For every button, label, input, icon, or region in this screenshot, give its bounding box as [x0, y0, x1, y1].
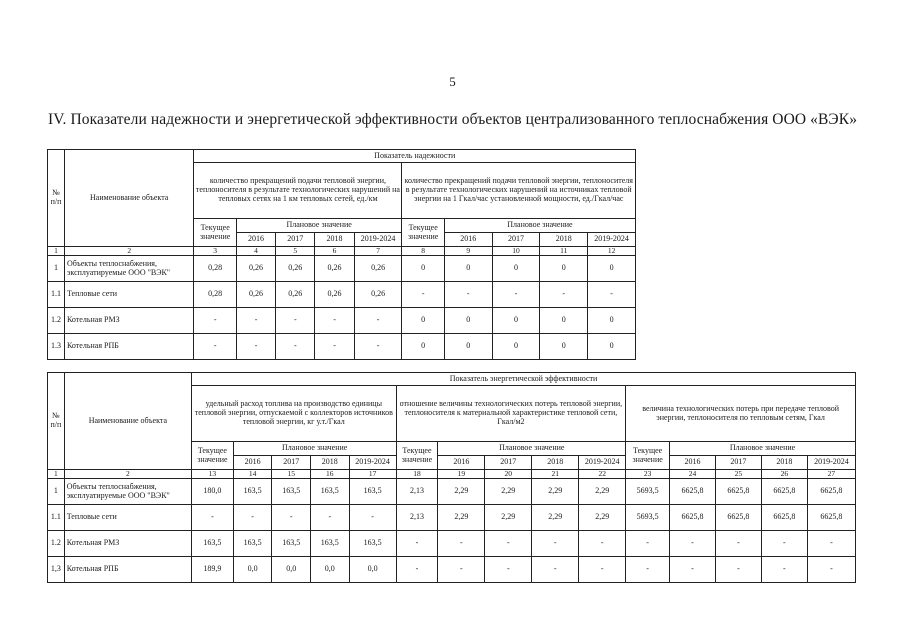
value-cell: - [670, 557, 716, 583]
column-index: 13 [192, 470, 234, 479]
table-row [48, 334, 636, 360]
value-cell: 0 [492, 334, 540, 360]
reliability-table [47, 149, 636, 360]
value-cell: - [485, 557, 532, 583]
year-header: 2018 [761, 456, 807, 470]
value-cell: 180,0 [192, 479, 234, 505]
value-cell: 2,29 [438, 479, 485, 505]
value-cell: - [761, 531, 807, 557]
current-value-header: Текущее значение [402, 219, 444, 247]
value-cell: 189,9 [192, 557, 234, 583]
object-name: Объекты теплоснабжения, эксплуатируемые ООО "ВЭК" [64, 479, 191, 505]
value-cell: 0 [540, 256, 588, 282]
value-cell: - [540, 282, 588, 308]
efficiency-table [47, 372, 856, 583]
column-index: 3 [194, 247, 236, 256]
column-index: 24 [670, 470, 716, 479]
value-cell: - [438, 557, 485, 583]
year-header: 2017 [715, 456, 761, 470]
value-cell: - [233, 505, 272, 531]
table-row [48, 505, 856, 531]
value-cell: 2,29 [485, 479, 532, 505]
value-cell: 0,26 [276, 256, 315, 282]
value-cell: 5693,5 [626, 505, 670, 531]
year-header: 2019-2024 [579, 456, 626, 470]
value-cell: 6625,8 [807, 479, 855, 505]
value-cell: 0 [444, 256, 492, 282]
value-cell: 163,5 [272, 531, 311, 557]
value-cell: - [670, 531, 716, 557]
value-cell: 5693,5 [626, 479, 670, 505]
value-cell: - [194, 334, 236, 360]
column-index: 27 [807, 470, 855, 479]
value-cell: - [311, 505, 350, 531]
planned-value-header: Плановое значение [444, 219, 635, 233]
value-cell: 6625,8 [670, 505, 716, 531]
value-cell: 6625,8 [807, 505, 855, 531]
value-cell: 2,29 [579, 479, 626, 505]
column-index-row [48, 470, 856, 479]
current-value-header: Текущее значение [192, 442, 234, 470]
value-cell: 0 [540, 334, 588, 360]
value-cell: - [194, 308, 236, 334]
value-cell: - [396, 531, 438, 557]
planned-value-header: Плановое значение [233, 442, 396, 456]
value-cell: 6625,8 [761, 505, 807, 531]
value-cell: 0 [492, 256, 540, 282]
object-name: Объекты теплоснабжения, эксплуатируемые ООО "ВЭК" [64, 256, 193, 282]
network-interruptions-header: количество прекращений подачи тепловой энергии, теплоносителя в результате технологических нарушений на тепловых сетях на 1 км тепловых сетей, ед./км [194, 163, 402, 219]
value-cell: 0,0 [272, 557, 311, 583]
value-cell: - [579, 531, 626, 557]
value-cell: - [236, 308, 275, 334]
current-value-header: Текущее значение [626, 442, 670, 470]
value-cell: - [444, 282, 492, 308]
value-cell: - [396, 557, 438, 583]
value-cell: - [715, 557, 761, 583]
page-number: 5 [449, 74, 456, 89]
value-cell: 2,29 [532, 479, 579, 505]
year-header: 2016 [444, 233, 492, 247]
object-name-header: Наименование объекта [64, 150, 193, 247]
column-index: 1 [48, 247, 65, 256]
value-cell: - [192, 505, 234, 531]
year-header: 2018 [315, 233, 354, 247]
value-cell: - [715, 531, 761, 557]
column-index: 4 [236, 247, 275, 256]
transmission-loss-header: величина технологических потерь при передаче тепловой энергии, теплоносителя по тепловым сетям, Гкал [626, 386, 856, 442]
value-cell: - [236, 334, 275, 360]
value-cell: 163,5 [349, 531, 396, 557]
value-cell: 0 [588, 334, 636, 360]
value-cell: - [354, 334, 402, 360]
column-index: 8 [402, 247, 444, 256]
page-title: IV. Показатели надежности и энергетической эффективности объектов централизованного теплоснабжения ООО «ВЭК» [47, 111, 858, 128]
column-index: 11 [540, 247, 588, 256]
value-cell: - [485, 531, 532, 557]
year-header: 2016 [236, 233, 275, 247]
value-cell: 0,28 [194, 282, 236, 308]
loss-ratio-header: отношение величины технологических потерь тепловой энергии, теплоносителя к материальной характеристике тепловой сети, Гкал/м2 [396, 386, 626, 442]
planned-value-header: Плановое значение [236, 219, 402, 233]
table-row [48, 531, 856, 557]
value-cell: - [761, 557, 807, 583]
row-number: 1 [48, 256, 65, 282]
value-cell: - [532, 531, 579, 557]
value-cell: 0,0 [233, 557, 272, 583]
column-index: 18 [396, 470, 438, 479]
value-cell: 163,5 [233, 479, 272, 505]
value-cell: 0,26 [315, 282, 354, 308]
column-index: 17 [349, 470, 396, 479]
value-cell: 0,26 [236, 256, 275, 282]
value-cell: - [315, 308, 354, 334]
value-cell: 0,0 [349, 557, 396, 583]
column-index-row [48, 247, 636, 256]
value-cell: 0 [402, 256, 444, 282]
column-index: 15 [272, 470, 311, 479]
value-cell: 2,13 [396, 479, 438, 505]
value-cell: 163,5 [349, 479, 396, 505]
value-cell: 2,13 [396, 505, 438, 531]
value-cell: - [532, 557, 579, 583]
value-cell: - [626, 531, 670, 557]
table-row [48, 256, 636, 282]
row-number-header: № п/п [48, 150, 65, 247]
year-header: 2018 [532, 456, 579, 470]
row-number: 1.3 [48, 334, 65, 360]
value-cell: - [276, 308, 315, 334]
row-number-header: № п/п [48, 373, 65, 470]
year-header: 2018 [540, 233, 588, 247]
current-value-header: Текущее значение [396, 442, 438, 470]
value-cell: 0 [402, 308, 444, 334]
planned-value-header: Плановое значение [438, 442, 626, 456]
value-cell: 0,26 [354, 256, 402, 282]
column-index: 19 [438, 470, 485, 479]
value-cell: - [626, 557, 670, 583]
source-interruptions-header: количество прекращений подачи тепловой энергии, теплоносителя в результате технологических нарушений на источниках тепловой энергии на 1 Гкал/час установленной мощности, ед./Гкал/час [402, 163, 636, 219]
value-cell: 0,26 [315, 256, 354, 282]
value-cell: - [579, 557, 626, 583]
row-number: 1.2 [48, 308, 65, 334]
column-index: 25 [715, 470, 761, 479]
value-cell: 6625,8 [761, 479, 807, 505]
value-cell: 6625,8 [715, 505, 761, 531]
value-cell: - [402, 282, 444, 308]
value-cell: - [807, 557, 855, 583]
value-cell: 0,26 [354, 282, 402, 308]
value-cell: - [588, 282, 636, 308]
year-header: 2019-2024 [354, 233, 402, 247]
efficiency-group-header: Показатель энергетической эффективности [192, 373, 856, 386]
row-number: 1.2 [48, 531, 65, 557]
value-cell: 2,29 [579, 505, 626, 531]
column-index: 2 [64, 470, 191, 479]
value-cell: 163,5 [272, 479, 311, 505]
year-header: 2016 [233, 456, 272, 470]
value-cell: 0,26 [276, 282, 315, 308]
value-cell: 0 [444, 334, 492, 360]
table-row [48, 557, 856, 583]
row-number: 1.1 [48, 282, 65, 308]
year-header: 2017 [272, 456, 311, 470]
column-index: 23 [626, 470, 670, 479]
column-index: 12 [588, 247, 636, 256]
year-header: 2016 [438, 456, 485, 470]
value-cell: - [272, 505, 311, 531]
year-header: 2017 [492, 233, 540, 247]
year-header: 2019-2024 [588, 233, 636, 247]
value-cell: 0 [588, 308, 636, 334]
object-name: Котельная РПБ [64, 334, 193, 360]
value-cell: 2,29 [485, 505, 532, 531]
row-number: 1 [48, 479, 65, 505]
year-header: 2017 [485, 456, 532, 470]
value-cell: 0 [444, 308, 492, 334]
value-cell: 6625,8 [670, 479, 716, 505]
object-name: Котельная РМЗ [64, 531, 191, 557]
value-cell: - [807, 531, 855, 557]
value-cell: 163,5 [311, 479, 350, 505]
year-header: 2019-2024 [349, 456, 396, 470]
column-index: 9 [444, 247, 492, 256]
value-cell: 0 [492, 308, 540, 334]
column-index: 16 [311, 470, 350, 479]
object-name: Тепловые сети [64, 282, 193, 308]
planned-value-header: Плановое значение [670, 442, 856, 456]
current-value-header: Текущее значение [194, 219, 236, 247]
column-index: 20 [485, 470, 532, 479]
value-cell: - [354, 308, 402, 334]
value-cell: - [315, 334, 354, 360]
column-index: 21 [532, 470, 579, 479]
value-cell: - [438, 531, 485, 557]
column-index: 1 [48, 470, 65, 479]
value-cell: - [492, 282, 540, 308]
object-name: Котельная РПБ [64, 557, 191, 583]
year-header: 2017 [276, 233, 315, 247]
year-header: 2018 [311, 456, 350, 470]
table-row [48, 308, 636, 334]
value-cell: 163,5 [233, 531, 272, 557]
value-cell: 0,0 [311, 557, 350, 583]
table-row [48, 282, 636, 308]
value-cell: - [276, 334, 315, 360]
object-name-header: Наименование объекта [64, 373, 191, 470]
column-index: 26 [761, 470, 807, 479]
year-header: 2019-2024 [807, 456, 855, 470]
value-cell: 2,29 [532, 505, 579, 531]
column-index: 14 [233, 470, 272, 479]
value-cell: - [349, 505, 396, 531]
row-number: 1.1 [48, 505, 65, 531]
fuel-consumption-header: удельный расход топлива на производство единицы тепловой энергии, отпускаемой с коллекторов источников тепловой энергии, кг у.т./Гкал [192, 386, 397, 442]
column-index: 2 [64, 247, 193, 256]
value-cell: 0 [402, 334, 444, 360]
value-cell: 0,28 [194, 256, 236, 282]
column-index: 22 [579, 470, 626, 479]
year-header: 2016 [670, 456, 716, 470]
reliability-group-header: Показатель надежности [194, 150, 636, 163]
table-row [48, 479, 856, 505]
value-cell: 6625,8 [715, 479, 761, 505]
value-cell: 163,5 [311, 531, 350, 557]
column-index: 10 [492, 247, 540, 256]
value-cell: 163,5 [192, 531, 234, 557]
row-number: 1,3 [48, 557, 65, 583]
object-name: Тепловые сети [64, 505, 191, 531]
value-cell: 2,29 [438, 505, 485, 531]
value-cell: 0 [588, 256, 636, 282]
value-cell: 0 [540, 308, 588, 334]
column-index: 6 [315, 247, 354, 256]
column-index: 7 [354, 247, 402, 256]
value-cell: 0,26 [236, 282, 275, 308]
column-index: 5 [276, 247, 315, 256]
object-name: Котельная РМЗ [64, 308, 193, 334]
